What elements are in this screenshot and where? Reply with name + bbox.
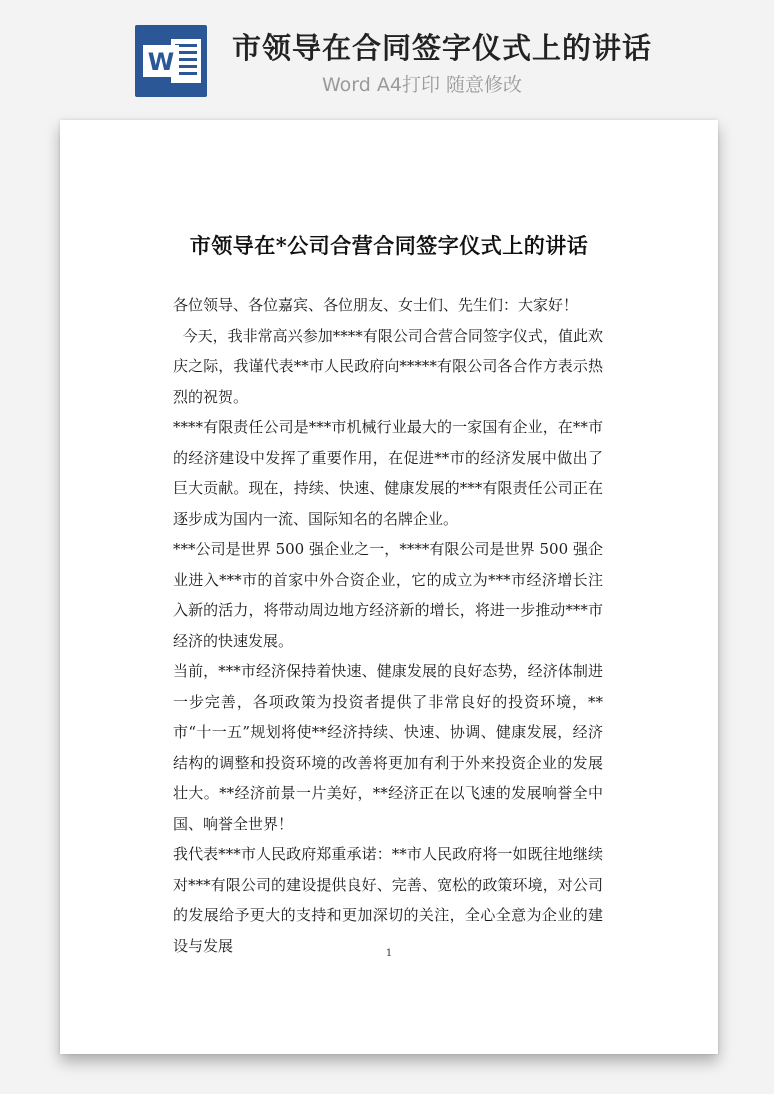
- paragraph-company-intro: ****有限责任公司是***市机械行业最大的一家国有企业，在**市的经济建设中发挥了重要作用，在促进**市的经济发展中做出了巨大贡献。现在，持续、快速、健康发展的***有限责任公司正在逐步成为国内一流、国际知名的名牌企业。: [173, 418, 603, 528]
- header-title: 市领导在合同签字仪式上的讲话: [232, 31, 653, 65]
- paragraph-joint-venture: ***公司是世界 500 强企业之一，****有限公司是世界 500 强企业进入***市的首家中外合资企业，它的成立为***市经济增长注入新的活力，将带动周边地方经济新的增长，将进一步推动***市经济的快速发展。: [173, 540, 603, 650]
- header-banner: [0, 0, 774, 110]
- word-document-icon: [135, 25, 207, 97]
- header-subtitle: Word A4打印 随意修改: [322, 74, 523, 96]
- document-title: 市领导在*公司合营合同签字仪式上的讲话: [189, 233, 589, 258]
- paragraph-commitment: 我代表***市人民政府郑重承诺：**市人民政府将一如既往地继续对***有限公司的建设提供良好、完善、宽松的政策环境，对公司的发展给予更大的支持和更加深切的关注，全心全意为企业的建设与发展: [173, 845, 603, 955]
- document-page: [60, 120, 718, 1054]
- page-number: 1: [385, 948, 393, 959]
- paragraph-economy: 当前，***市经济保持着快速、健康发展的良好态势，经济体制进一步完善，各项政策为投资者提供了非常良好的投资环境，**市“十一五”规划将使**经济持续、快速、协调、健康发展，经济结构的调整和投资环境的改善将更加有利于外来投资企业的发展壮大。**经济前景一片美好，**经济正在以飞速的发展响誉全中国、响誉全世界！: [173, 662, 603, 833]
- paragraph-greeting: 各位领导、各位嘉宾、各位朋友、女士们、先生们：大家好！: [173, 296, 579, 314]
- word-icon-letter: W: [147, 48, 175, 76]
- document-body: [173, 290, 603, 961]
- paragraph-congratulation: 今天，我非常高兴参加****有限公司合营合同签字仪式，值此欢庆之际，我谨代表**市人民政府向*****有限公司各合作方表示热烈的祝贺。: [173, 326, 603, 406]
